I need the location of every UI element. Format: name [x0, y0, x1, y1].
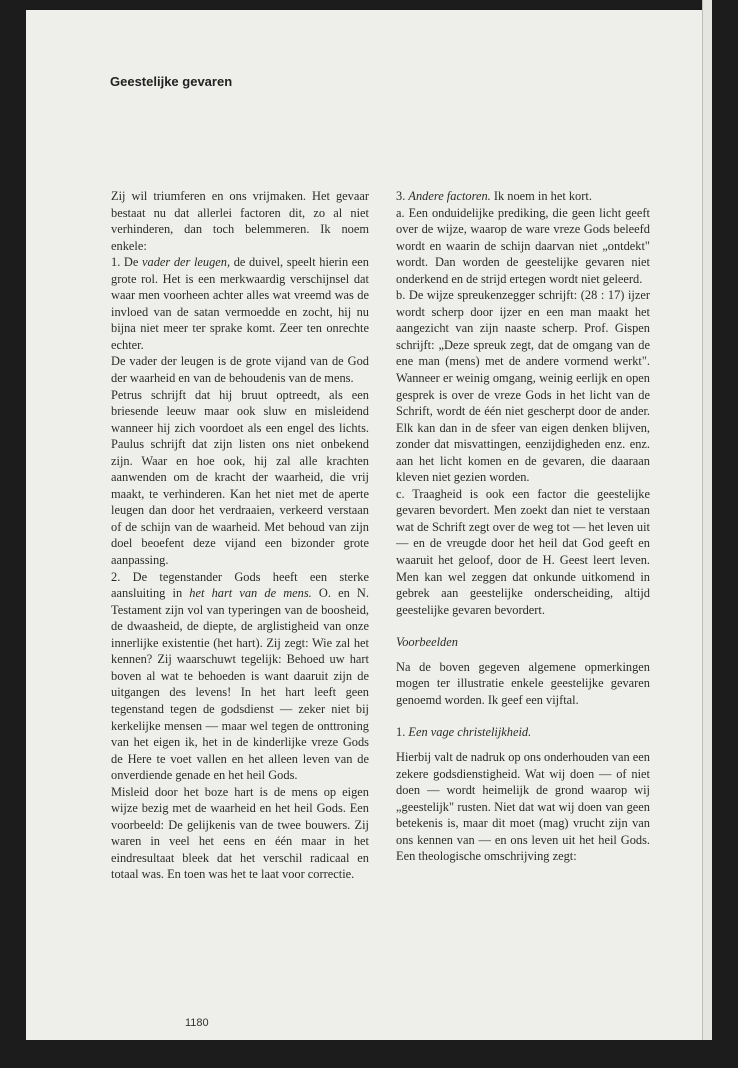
paragraph: Na de boven gegeven algemene opmerkingen mogen ter illustratie enkele geestelijke gevaren genoemd worden. Ik geef een vijftal. [396, 659, 650, 707]
paragraph: Misleid door het boze hart is de mens op eigen wijze bezig met de waarheid en het heil Gods. Een voorbeeld: De gelijkenis van de twee bouwers. Zij waren in veel het eens en één maar in het eindresultaat bleek dat het verschil radicaal en totaal was. En toen was het te laat voor correctie. [111, 784, 369, 882]
page-number: 1180 [185, 1017, 209, 1029]
scan-bottom-border [0, 1040, 738, 1068]
paragraph: c. Traagheid is ook een factor die geestelijke gevaren bevordert. Men zoekt dan niet te verstaan wat de Schrift zegt over de weg tot — het leven uit — en de vreugde door het heil dat God geeft en waaruit het geloof, door de H. Geest leert leven. Men kan wel zeggen dat onkunde uitkomend in gebrek aan geestelijke onderscheiding, altijd geestelijke gevaren bevordert. [396, 486, 650, 617]
paragraph: 1. De vader der leugen, de duivel, speelt hierin een grote rol. Het is een merkwaardig verschijnsel dat waar men voorheen achter alles wat vreemd was de invloed van de satan vermoedde en zocht, hij nu bijna niet meer ter sprake komt. Zeer ten onrechte echter. [111, 255, 369, 352]
right-column [396, 188, 650, 865]
paragraph: Zij wil triumferen en ons vrijmaken. Het gevaar bestaat nu dat allerlei factoren dit, zo al niet verhinderen, dan toch belemmeren. Ik noem enkele: [111, 189, 369, 253]
subsection-heading: 1. Een vage christelijkheid. [396, 725, 532, 740]
left-column [111, 188, 369, 883]
scan-edge [712, 0, 738, 1068]
paragraph: De vader der leugen is de grote vijand van de God der waarheid en van de behoudenis van de mens. [111, 354, 369, 386]
running-header: Geestelijke gevaren [110, 74, 233, 89]
paragraph: Petrus schrijft dat hij bruut optreedt, als een briesende leeuw maar ook sluw en misleidend wanneer hij zich voordoet als een engel des lichts. Paulus schrijft dat zijn listen ons niet onbekend zijn. Waar en hoe ook, hij zal alle krachten aanwenden om de kracht der waarheid, die vrij maakt, te verhinderen. Kan het niet met de aperte leugen dan door het verdraaien, verkeerd verstaan of de schijn van de waarheid. Met behoud van zijn doel beoefent deze vijand een bizonder grote aanpassing. [111, 387, 369, 568]
paragraph: 2. De tegenstander Gods heeft een sterke aansluiting in het hart van de mens. O. en N. Testament zijn vol van typeringen van de boosheid, de dwaasheid, de diepte, de arglistigheid van onze innerlijke existentie (het hart). Zij zegt: Wie zal het kennen? Zij waarschuwt tegelijk: Behoed uw hart boven al wat te behoeden is want daaruit zijn de uitgangen des levens! In het hart leeft geen tegenstand tegen de godsdienst — zeker niet bij kerkelijke mensen — maar wel tegen de onttroning van het eigen ik, het in de kinderlijke vreze Gods de Here te voet vallen en het alleen leven van de onverdiende genade en het heil Gods. [111, 569, 369, 783]
paragraph: 3. Andere factoren. Ik noem in het kort. [396, 189, 592, 203]
paragraph: b. De wijze spreukenzegger schrijft: (28 : 17) ijzer wordt scherp door ijzer en een man maakt het aangezicht van zijn naaste scherp. Prof. Gispen schrijft: „Deze spreuk zegt, dat de omgang van de ene man (mens) met de andere vormend werkt". Wanneer er weinig omgang, weinig eerlijk en open gesprek is over de vreze Gods in het licht van de Schrift, wordt de één niet gescherpt door de ander. Elk kan dan in de sfeer van eigen denken blijven, zonder dat misvattingen, eenzijdigheden enz. enz. aan het licht komen en de gevaren, die daaraan kleven niet gezien worden. [396, 288, 650, 485]
paragraph: a. Een onduidelijke prediking, die geen licht geeft over de wijze, waarop de ware vreze Gods beleefd wordt en waarin de schijn daarvan niet „ontdekt" wordt. Dan worden de geestelijke gevaren niet onderkend en de strijd ertegen wordt niet geleerd. [396, 205, 650, 286]
section-heading: Voorbeelden [396, 635, 458, 650]
paragraph: Hierbij valt de nadruk op ons onderhouden van een zekere godsdienstigheid. Wat wij doen — of niet doen — wordt heimelijk de grond waarop wij „geestelijk" rusten. Niet dat wat wij doen van geen betekenis is, maar dit moet (mag) vrucht zijn van ons kennen van — en ons leven uit het heil Gods. Een theologische omschrijving zegt: [396, 749, 650, 864]
